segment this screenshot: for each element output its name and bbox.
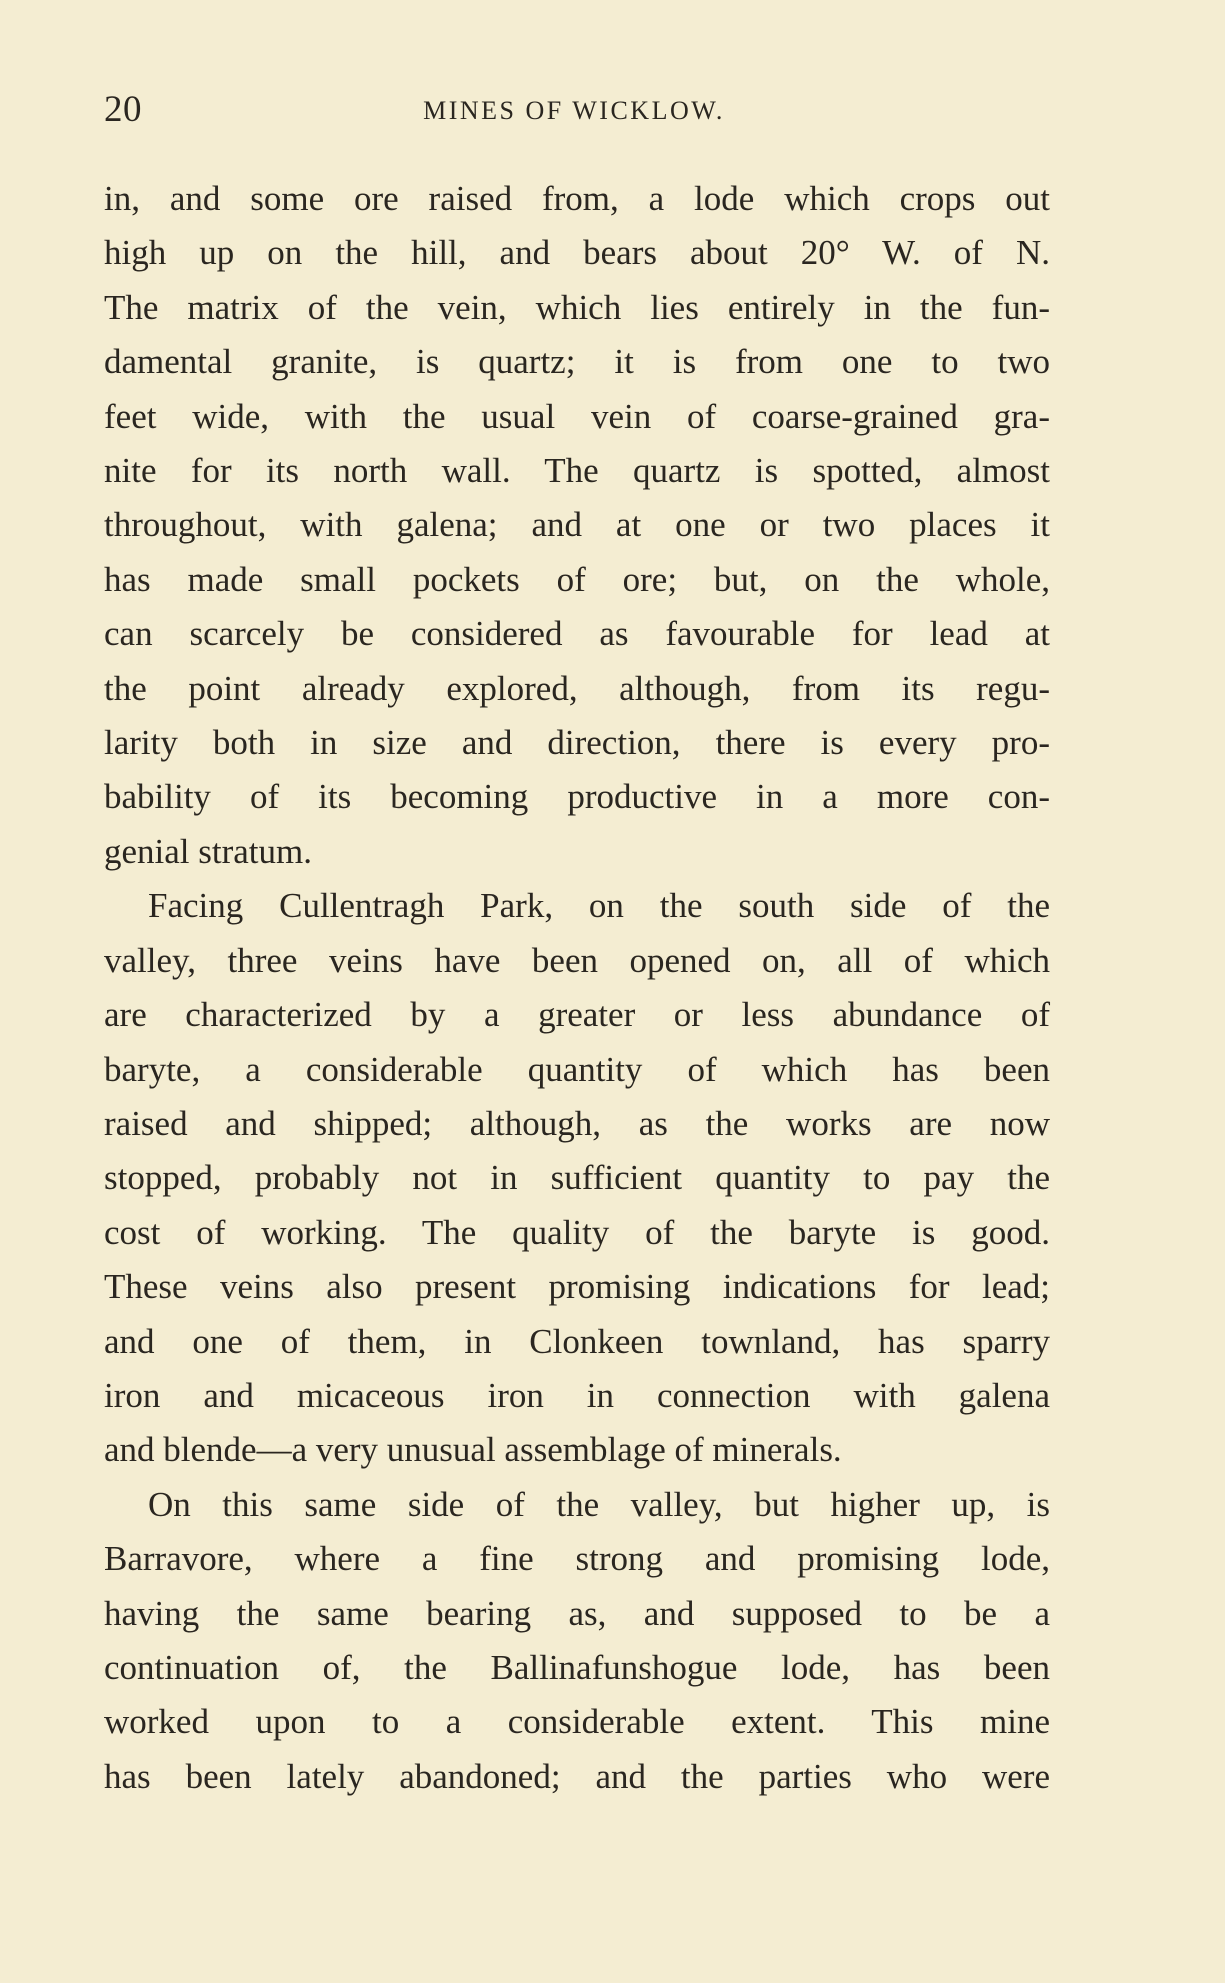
text-line: damental granite, is quartz; it is from one to two: [104, 342, 1050, 382]
text-line: feet wide, with the usual vein of coarse-grained gra-: [104, 396, 1050, 436]
text-line: continuation of, the Ballinafunshogue lode, has been: [104, 1647, 1050, 1687]
page-number: 20: [104, 89, 142, 130]
text-line: worked upon to a considerable extent. This mine: [104, 1702, 1050, 1742]
paragraph-first-line: On this same side of the valley, but higher up, is: [148, 1484, 1050, 1524]
text-line: Barravore, where a fine strong and promising lode,: [104, 1539, 1050, 1579]
page-header: [104, 88, 1044, 138]
text-line: baryte, a considerable quantity of which has been: [104, 1049, 1050, 1089]
text-line: stopped, probably not in sufficient quantity to pay the: [104, 1158, 1050, 1198]
text-line: has been lately abandoned; and the parties who were: [104, 1756, 1050, 1796]
text-line: throughout, with galena; and at one or two places it: [104, 505, 1050, 545]
text-line: and one of them, in Clonkeen townland, has sparry: [104, 1321, 1050, 1361]
text-line: having the same bearing as, and supposed to be a: [104, 1593, 1050, 1633]
text-line: valley, three veins have been opened on, all of which: [104, 940, 1050, 980]
text-line: has made small pockets of ore; but, on the whole,: [104, 559, 1050, 599]
text-line: and blende—a very unusual assemblage of minerals.: [104, 1430, 842, 1470]
text-line: the point already explored, although, from its regu-: [104, 668, 1050, 708]
body-text: [104, 172, 1050, 1804]
text-line: The matrix of the vein, which lies entirely in the fun-: [104, 287, 1050, 327]
text-line: can scarcely be considered as favourable for lead at: [104, 614, 1050, 654]
text-line: These veins also present promising indications for lead;: [104, 1267, 1050, 1307]
paragraph-first-line: Facing Cullentragh Park, on the south side of the: [148, 886, 1050, 926]
text-line: genial stratum.: [104, 831, 313, 871]
text-line: cost of working. The quality of the baryte is good.: [104, 1212, 1050, 1252]
text-line: nite for its north wall. The quartz is spotted, almost: [104, 451, 1050, 491]
text-line: high up on the hill, and bears about 20° W. of N.: [104, 233, 1050, 273]
text-line: raised and shipped; although, as the works are now: [104, 1103, 1050, 1143]
running-title: MINES OF WICKLOW.: [423, 96, 725, 125]
text-line: are characterized by a greater or less abundance of: [104, 995, 1050, 1035]
text-line: bability of its becoming productive in a more con-: [104, 777, 1050, 817]
text-line: larity both in size and direction, there is every pro-: [104, 723, 1050, 763]
text-line: iron and micaceous iron in connection with galena: [104, 1375, 1050, 1415]
text-line: in, and some ore raised from, a lode which crops out: [104, 179, 1050, 218]
